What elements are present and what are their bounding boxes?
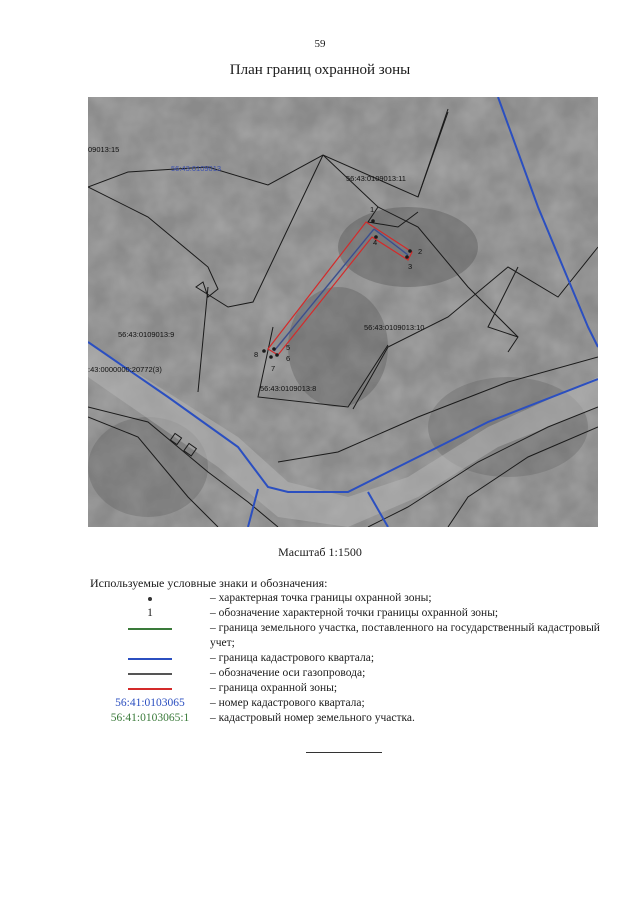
legend-symbol (90, 681, 210, 696)
legend-symbol-text: 56:41:0103065 (115, 697, 185, 709)
legend (90, 591, 610, 726)
point-number-5: 5 (286, 343, 291, 352)
legend-text: – обозначение характерной точки границы охранной зоны; (210, 607, 499, 619)
parcel-label: 56:43:0109013:8 (260, 384, 317, 393)
legend-text: – номер кадастрового квартала; (210, 697, 365, 709)
legend-symbol (90, 606, 210, 621)
point-marker (262, 349, 266, 353)
parcel-label: :43:0000000:20772(3) (88, 365, 162, 374)
legend-symbol (90, 711, 210, 726)
point-marker (269, 355, 273, 359)
legend-symbol (90, 696, 210, 711)
map-scale: Масштаб 1:1500 (278, 545, 362, 559)
point-number-6: 6 (286, 354, 291, 363)
legend-symbol (90, 651, 210, 666)
point-marker (275, 353, 279, 357)
map-canvas (88, 97, 598, 527)
legend-row (90, 711, 610, 726)
point-number-4: 4 (373, 238, 378, 247)
parcel-label: 56:43:0109013:10 (364, 323, 425, 332)
point-number-2: 2 (418, 247, 423, 256)
point-number-7: 7 (271, 364, 276, 373)
point-number-3: 3 (408, 262, 413, 271)
gas-pipeline-axis-line-icon (128, 673, 172, 675)
legend-text: – кадастровый номер земельного участка. (210, 712, 415, 724)
point-marker (408, 249, 412, 253)
point-number-1: 1 (370, 205, 375, 214)
point-marker (405, 255, 409, 259)
legend-row (90, 591, 610, 606)
page-number: 59 (314, 38, 326, 50)
point-marker (371, 219, 375, 223)
cadastral-block-line-icon (128, 658, 172, 660)
legend-text: – граница земельного участка, поставленного на государственный кадастровый учет; (210, 622, 600, 649)
legend-title: Используемые условные знаки и обозначения: (90, 576, 328, 590)
cadastral-block-label: 56:43:0109013 (171, 164, 222, 173)
legend-symbol-text: 1 (147, 607, 153, 619)
legend-text: – характерная точка границы охранной зоны; (210, 592, 432, 604)
legend-symbol (90, 621, 210, 636)
point-dot-icon (148, 597, 152, 601)
legend-row (90, 606, 610, 621)
legend-text: – обозначение оси газопровода; (210, 667, 366, 679)
footer-rule (306, 752, 382, 753)
legend-row (90, 696, 610, 711)
parcel-label: 56:43:0109013:9 (118, 330, 175, 339)
legend-row (90, 651, 610, 666)
parcel-boundary-line-icon (128, 628, 172, 630)
point-number-8: 8 (254, 350, 259, 359)
legend-row (90, 681, 610, 696)
parcel-label: 09013:15 (88, 145, 120, 154)
parcel-label: 56:43:0109013:11 (346, 174, 406, 183)
protection-zone-map[interactable] (88, 97, 598, 527)
legend-row (90, 621, 610, 651)
legend-symbol-text: 56:41:0103065:1 (110, 712, 190, 724)
protection-zone-line-icon (128, 688, 172, 690)
legend-text: – граница кадастрового квартала; (210, 652, 375, 664)
page-title: План границ охранной зоны (229, 62, 411, 78)
point-marker (272, 347, 276, 351)
legend-text: – граница охранной зоны; (210, 682, 338, 694)
legend-symbol (90, 591, 210, 606)
legend-symbol (90, 666, 210, 681)
legend-row (90, 666, 610, 681)
